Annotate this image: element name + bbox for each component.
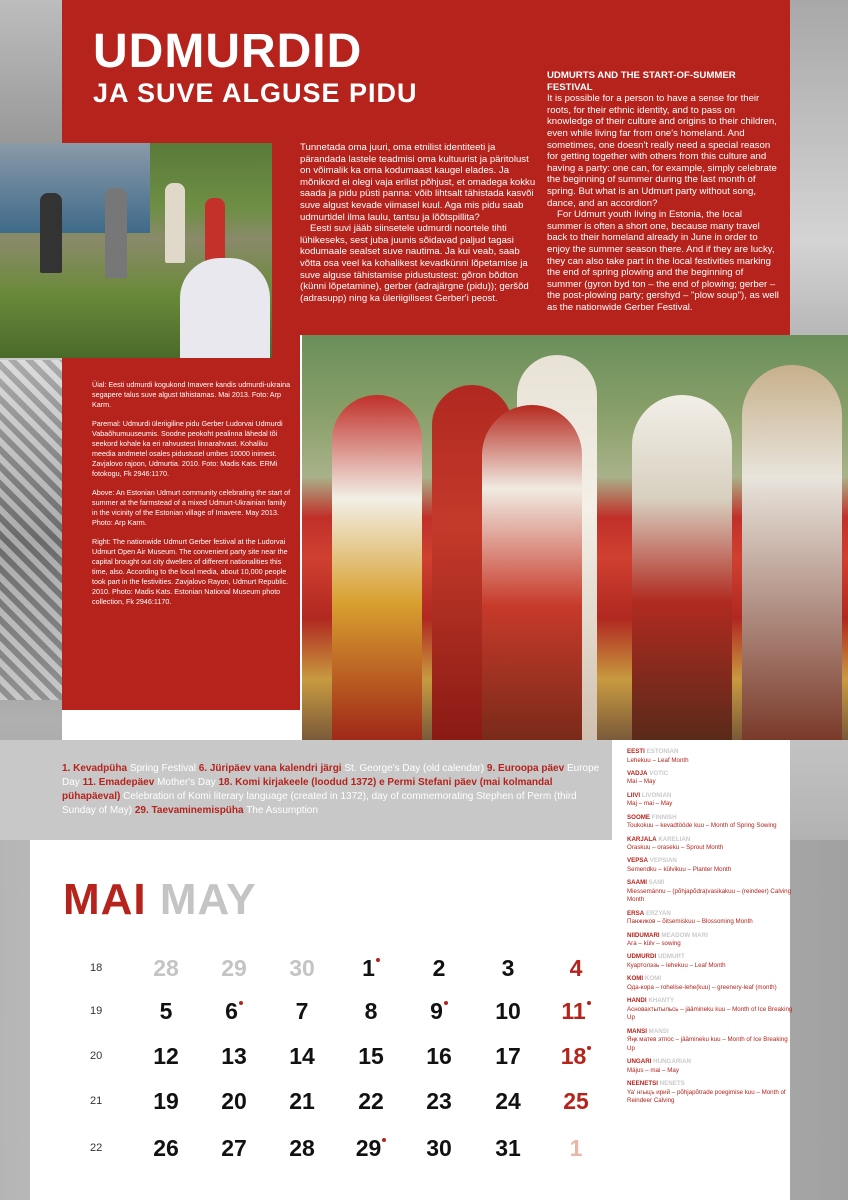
calendar-day bbox=[278, 1135, 326, 1162]
month-name: Яңк матев этпос – jäämineku kuu – Month of Ice Breaking Up bbox=[627, 1036, 788, 1052]
holidays-list bbox=[62, 762, 607, 818]
calendar-day bbox=[142, 998, 190, 1025]
month-name: Lehekuu – Leaf Month bbox=[627, 756, 689, 764]
month-name: Куартолэзь – lehekuu – Leaf Month bbox=[627, 962, 726, 970]
day-number: 1 bbox=[362, 955, 375, 981]
day-number: 4 bbox=[569, 955, 583, 981]
holiday-name-en: The Assumption bbox=[246, 805, 318, 816]
language-name: SOOME bbox=[627, 813, 651, 821]
day-number: 5 bbox=[159, 998, 173, 1024]
calendar-day bbox=[415, 955, 463, 982]
holiday-name-en: Mother's Day bbox=[157, 777, 216, 788]
month-title-et: MAI bbox=[63, 875, 147, 924]
article-estonian bbox=[300, 142, 540, 304]
day-number: 3 bbox=[501, 955, 515, 981]
calendar-day bbox=[142, 1088, 190, 1115]
language-name-en: ERZYAN bbox=[645, 909, 671, 917]
calendar-day bbox=[484, 1088, 532, 1115]
language-name: KOMI bbox=[627, 975, 644, 983]
holiday-dot bbox=[444, 1001, 448, 1005]
month-names-list bbox=[627, 748, 797, 1111]
day-number: 29 bbox=[221, 955, 247, 981]
calendar-day bbox=[552, 955, 600, 982]
caption-en-right: Right: The nationwide Udmurt Gerber festival at the Ludorvai Udmurt Open Air Museum. The convenient party site near the capital brought out city dwellers of different nationalities this time, also. According to the local media, about 10,000 people took part in the festivities. Zavjalovo Rayon, Udmurt Republic. 2010. Photo: Madis Kats. Estonian National Museum photo collection, Fk 2946:1170. bbox=[92, 537, 289, 606]
article-english bbox=[547, 70, 779, 313]
calendar-day bbox=[415, 1088, 463, 1115]
month-name-entry bbox=[627, 1080, 797, 1106]
day-number: 6 bbox=[225, 998, 238, 1024]
calendar-day bbox=[142, 1135, 190, 1162]
calendar-day bbox=[552, 998, 600, 1025]
holiday-number: 6. bbox=[198, 763, 208, 774]
month-name-entry bbox=[627, 792, 797, 809]
holiday-number: 18. bbox=[218, 777, 233, 788]
language-name-en: UDMURT bbox=[657, 953, 685, 961]
language-name-en: HUNGARIAN bbox=[653, 1058, 691, 1066]
language-name: UDMURDI bbox=[627, 953, 657, 961]
language-name: LIIVI bbox=[627, 791, 641, 799]
language-name-en: NENETS bbox=[659, 1080, 685, 1088]
calendar-day bbox=[415, 1043, 463, 1070]
language-name-en: SAMI bbox=[648, 879, 665, 887]
person-figure bbox=[105, 188, 127, 278]
language-name-en: VOTIC bbox=[649, 769, 669, 777]
month-name: Oraskuu – oraseku – Sprout Month bbox=[627, 844, 724, 852]
calendar-day bbox=[484, 1043, 532, 1070]
article-en-heading: UDMURTS AND THE START-OF-SUMMER FESTIVAL bbox=[547, 70, 736, 93]
person-figure bbox=[165, 183, 185, 263]
language-name-en: KARELIAN bbox=[658, 835, 691, 843]
day-number: 23 bbox=[426, 1088, 452, 1114]
photo-imavere-celebration bbox=[0, 143, 272, 358]
language-name-en: VEPSIAN bbox=[649, 857, 677, 865]
caption-et-above: Üial: Eesti udmurdi kogukond Imavere kandis udmurdi-ukraina segapere talus suve algust tähistamas. Mai 2013. Foto: Arp Karm. bbox=[92, 380, 291, 409]
day-number: 24 bbox=[495, 1088, 521, 1114]
day-number: 12 bbox=[153, 1043, 179, 1069]
calendar-day bbox=[552, 1135, 600, 1162]
month-name: Május – mai – May bbox=[627, 1066, 679, 1074]
person-figure bbox=[180, 258, 270, 358]
holiday-name-en: Celebration of Komi literary language (created in 1372), day of commemorating Stephen of Perm (third Sunday of May) bbox=[62, 791, 577, 816]
language-name: NEENETSI bbox=[627, 1080, 658, 1088]
calendar-day bbox=[347, 955, 395, 982]
caption-et-right: Paremal: Udmurdi üleriigiline pidu Gerber Ludorvai Udmurdi Vabaõhumuuseumis. Soodne peokoht pealinna lähedal tõi seekord kohale ka eri rahvustest linnarahvast. Kohaliku meedia andmetel osales pidustusel umbes 10000 inimest. Zavjalovo rajoon, Udmurtia. 2010. Foto: Madis Kats. ERMi fotokogu, Fk 2946:1170. bbox=[92, 419, 283, 478]
day-number: 22 bbox=[358, 1088, 384, 1114]
holiday-name-et: Taevaminemispüha bbox=[151, 805, 244, 816]
month-name: Асновахтытыльсь – jäämineku kuu – Month of Ice Breaking Up bbox=[627, 1005, 793, 1022]
calendar-day bbox=[278, 1043, 326, 1070]
week-number: 19 bbox=[90, 1005, 103, 1017]
month-name: Maj – mai – May bbox=[627, 800, 673, 808]
month-name: Semendku – külvikuu – Planter Month bbox=[627, 865, 732, 873]
calendar-day bbox=[484, 1135, 532, 1162]
language-name-en: KOMI bbox=[644, 975, 662, 983]
calendar-day bbox=[484, 998, 532, 1025]
holiday-name-et: Euroopa päev bbox=[498, 763, 565, 774]
holiday-name-et: Jüripäev vana kalendri järgi bbox=[209, 763, 342, 774]
language-name: HANDI bbox=[627, 997, 647, 1005]
holiday-dot bbox=[382, 1138, 386, 1142]
day-number: 2 bbox=[432, 955, 446, 981]
month-name-entry bbox=[627, 1028, 797, 1054]
caption-en-above: Above: An Estonian Udmurt community celebrating the start of summer at the farmstead of a mixed Udmurt-Ukrainian family in the vicinity of the Estonian village of Imavere. May 2013. Photo: Arp Karm. bbox=[92, 488, 291, 527]
week-number: 18 bbox=[90, 962, 103, 974]
language-name-en: ESTONIAN bbox=[646, 748, 679, 755]
day-number: 18 bbox=[560, 1043, 587, 1069]
language-name: KARJALA bbox=[627, 835, 657, 843]
day-number: 17 bbox=[495, 1043, 521, 1069]
day-number: 29 bbox=[355, 1135, 382, 1161]
language-name: MANSI bbox=[627, 1027, 647, 1035]
day-number: 30 bbox=[426, 1135, 452, 1161]
month-name-entry bbox=[627, 879, 797, 905]
day-number: 11 bbox=[561, 998, 586, 1024]
calendar-day bbox=[278, 1088, 326, 1115]
day-number: 10 bbox=[495, 998, 521, 1024]
month-name-entry bbox=[627, 770, 797, 787]
holiday-name-et: Komi kirjakeele (loodud 1372) e Permi Stefani päev (mai kolmandal pühapäeval) bbox=[62, 777, 553, 802]
holiday-dot bbox=[239, 1001, 243, 1005]
day-number: 16 bbox=[426, 1043, 452, 1069]
calendar-day bbox=[142, 955, 190, 982]
week-number: 21 bbox=[90, 1095, 103, 1107]
holiday-dot bbox=[376, 958, 380, 962]
holiday-dot bbox=[587, 1046, 591, 1050]
calendar-day bbox=[142, 1043, 190, 1070]
person-figure bbox=[742, 365, 842, 740]
month-name-entry bbox=[627, 910, 797, 927]
language-name: EESTI bbox=[627, 748, 645, 755]
day-number: 21 bbox=[289, 1088, 315, 1114]
day-number: 1 bbox=[569, 1135, 583, 1161]
holiday-name-en: Europe Day bbox=[62, 763, 600, 788]
month-name: Ода-кора – rohelise-lehe(kuu) – greenery-leaf (month) bbox=[627, 983, 777, 991]
day-number: 15 bbox=[358, 1043, 384, 1069]
language-name: SAAMI bbox=[627, 879, 647, 887]
article-et-paragraph: Tunnetada oma juuri, oma etnilist identiteeti ja pärandada lastele teadmisi oma kultuurist ja päritolust on võimalik ka oma kodumaast kaugel elades. Ja mõnikord ei olegi vaja erilist põhjust, et omadega kokku saada ja pidu püsti panna: võib lihtsalt tähistada kasvõi suve algust kevade viimasel kuul. Aga mis pidu saab udmurtidel ilma laulu, tantsu ja lõõtspillita? bbox=[300, 142, 536, 223]
article-et-paragraph: Eesti suvi jääb siinsetele udmurdi noortele tihti lühikeseks, sest juba juunis sõidavad paljud tagasi kodumaale sealset suve nautima. Ja kui veab, saab võtta osa veel ka kohalikest kevadkünni lõpetamise ja suve alguse tähistamise pidustustest: gõron bõdton (künni lõpetamine), gerber (adrajärgne (pidu)); geršõd (adrasupp) ning ka üleriigilisest Gerber'i peost. bbox=[300, 223, 529, 304]
holiday-number: 9. bbox=[486, 763, 496, 774]
holiday-name-et: Emadepäev bbox=[98, 777, 155, 788]
month-name-entry bbox=[627, 953, 797, 970]
calendar-day bbox=[347, 1043, 395, 1070]
page-subtitle: JA SUVE ALGUSE PIDU bbox=[93, 78, 418, 108]
language-name-en: MEADOW MARI bbox=[661, 931, 708, 939]
day-number: 20 bbox=[221, 1088, 247, 1114]
month-name-entry bbox=[627, 997, 797, 1023]
day-number: 7 bbox=[295, 998, 309, 1024]
month-name-entry bbox=[627, 1058, 797, 1075]
day-number: 28 bbox=[289, 1135, 315, 1161]
person-figure bbox=[632, 395, 732, 740]
month-name-entry bbox=[627, 814, 797, 831]
language-name-en: LIVONIAN bbox=[641, 791, 672, 799]
article-en-paragraph: For Udmurt youth living in Estonia, the local summer is often a short one, because many travel back to their homeland already in June in order to enjoy the summer season there. And if they are lucky, they can also take part in the local festivities marking the end of spring plowing and the beginning of summer (gyron byd ton – the end of plowing; gerber – the post-plowing party; gershyd – "plow soup"), as well as the nationwide Gerber Festival. bbox=[547, 209, 779, 313]
holiday-dot bbox=[587, 1001, 591, 1005]
month-name-entry bbox=[627, 857, 797, 874]
month-name-entry bbox=[627, 975, 797, 992]
holiday-number: 29. bbox=[134, 805, 149, 816]
day-number: 25 bbox=[563, 1088, 589, 1114]
calendar-day bbox=[210, 1135, 258, 1162]
calendar-day bbox=[210, 998, 258, 1025]
holiday-name-en: Spring Festival bbox=[129, 763, 196, 774]
house-shape bbox=[0, 143, 150, 233]
month-name: Toukokuu – kevadtööde kuu – Month of Spring Sowing bbox=[627, 822, 777, 830]
day-number: 9 bbox=[430, 998, 443, 1024]
calendar-day bbox=[278, 998, 326, 1025]
photo-gerber-festival bbox=[302, 335, 848, 740]
page-title: UDMURDID bbox=[93, 25, 363, 78]
language-name: UNGARI bbox=[627, 1058, 652, 1066]
calendar-day bbox=[347, 1135, 395, 1162]
day-number: 28 bbox=[153, 955, 179, 981]
month-title bbox=[63, 875, 257, 924]
person-figure bbox=[332, 395, 422, 740]
week-number: 22 bbox=[90, 1142, 103, 1154]
photo-captions bbox=[92, 380, 292, 616]
calendar-day bbox=[210, 955, 258, 982]
day-number: 27 bbox=[221, 1135, 247, 1161]
day-number: 19 bbox=[153, 1088, 179, 1114]
holiday-number: 11. bbox=[82, 777, 96, 788]
calendar-day bbox=[210, 1043, 258, 1070]
article-en-paragraph: It is possible for a person to have a sense for their roots, for their ethnic identity, and to pass on knowledge of their culture and origins to their children, even while living far from one's homeland. And sometimes, one doesn't really need a special reason for getting together with others from this culture and having a party: one can, for example, simply celebrate the beginning of summer during the last month of spring. But what is an Udmurt party without song, dance, and an accordion? bbox=[547, 93, 777, 209]
language-name: VADJA bbox=[627, 769, 648, 777]
language-name-en: FINNISH bbox=[651, 813, 677, 821]
month-name: Панжиков – õitsemiskuu – Blossoming Month bbox=[627, 918, 753, 926]
language-name: ERSA bbox=[627, 909, 645, 917]
day-number: 30 bbox=[289, 955, 315, 981]
month-name-entry bbox=[627, 836, 797, 853]
day-number: 26 bbox=[153, 1135, 179, 1161]
calendar-day bbox=[552, 1043, 600, 1070]
month-title-en: MAY bbox=[159, 875, 257, 924]
language-name-en: MANSI bbox=[648, 1027, 669, 1035]
calendar-day bbox=[347, 998, 395, 1025]
month-name: Ага – külv – sowing bbox=[627, 940, 681, 948]
week-number: 20 bbox=[90, 1050, 103, 1062]
language-name: VEPSA bbox=[627, 857, 648, 865]
calendar-day bbox=[415, 998, 463, 1025]
language-name-en: KHANTY bbox=[648, 997, 675, 1005]
calendar-day bbox=[552, 1088, 600, 1115]
month-name-entry bbox=[627, 748, 797, 765]
person-figure bbox=[482, 405, 582, 740]
month-name: Miessemánnu – (põhjapõdra)vasikakuu – (reindeer) Calving Month bbox=[627, 887, 792, 904]
person-figure bbox=[40, 193, 62, 273]
holiday-name-en: St. George's Day (old calendar) bbox=[344, 763, 485, 774]
month-name-entry bbox=[627, 932, 797, 949]
holiday-name-et: Kevadpüha bbox=[73, 763, 128, 774]
month-name: Ya' нгыцъ ирий – põhjapõtrade poegimise kuu – Month of Reindeer Calving bbox=[627, 1088, 786, 1105]
language-name: NIIDUMARI bbox=[627, 931, 660, 939]
calendar-day bbox=[278, 955, 326, 982]
calendar-day bbox=[415, 1135, 463, 1162]
day-number: 13 bbox=[221, 1043, 247, 1069]
day-number: 8 bbox=[364, 998, 378, 1024]
calendar-day bbox=[347, 1088, 395, 1115]
day-number: 14 bbox=[289, 1043, 315, 1069]
calendar-day bbox=[210, 1088, 258, 1115]
holiday-number: 1. bbox=[62, 763, 71, 774]
month-name: Mai – May bbox=[627, 778, 656, 786]
day-number: 31 bbox=[495, 1135, 521, 1161]
calendar-day bbox=[484, 955, 532, 982]
